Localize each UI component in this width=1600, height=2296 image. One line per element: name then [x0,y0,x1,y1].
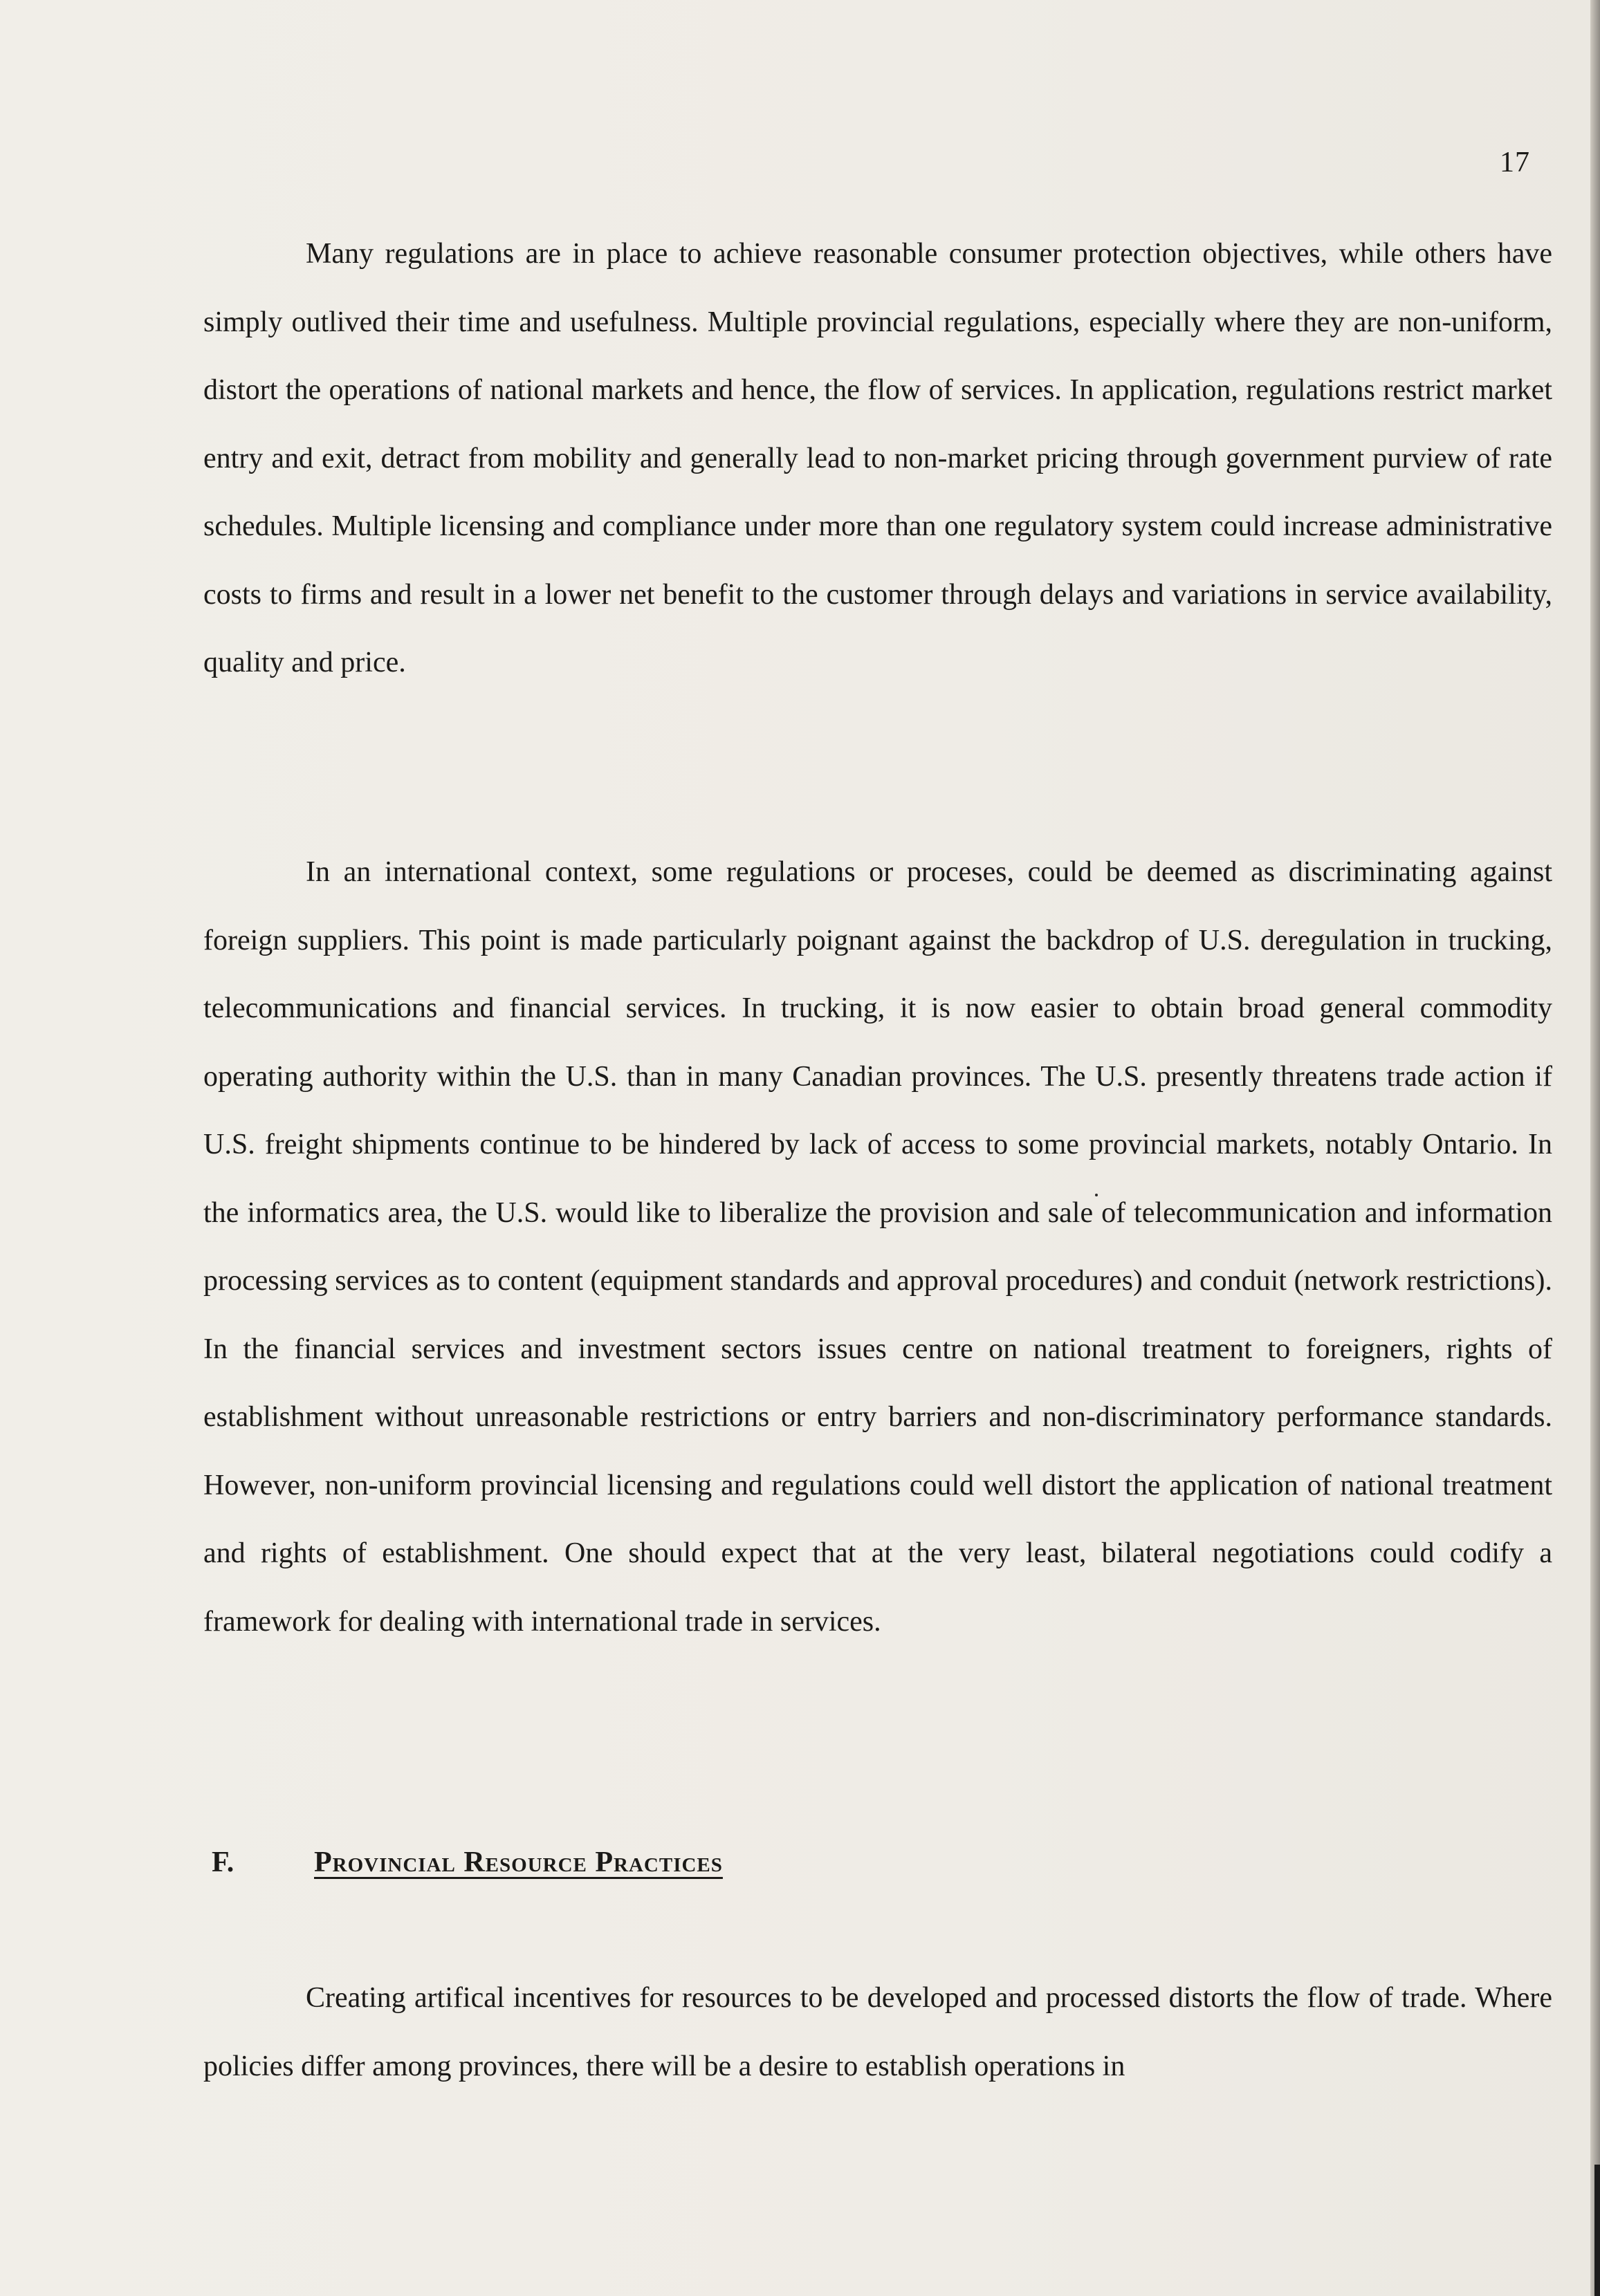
paragraph-regulations: Many regulations are in place to achieve reasonable consumer protection objectives, while others have simply outlived their time and usefulness. Multiple provincial regulations, especially where they are non-uniform, distort the operations of national markets and hence, the flow of services. In application, regulations restrict market entry and exit, detract from mobility and generally lead to non-market pricing through government purview of rate schedules. Multiple licensing and compliance under more than one regulatory system could increase administrative costs to firms and result in a lower net benefit to the customer through delays and variations in service availability, quality and price. [203,238,1552,678]
paragraph-international-context: In an international context, some regulations or proceses, could be deemed as discriminating against foreign suppliers. This point is made particularly poignant against the backdrop of U.S. deregulation in trucking, telecommunications and financial services. In trucking, it is now easier to obtain broad general commodity operating authority within the U.S. than in many Canadian provinces. The U.S. presently threatens trade action if U.S. freight shipments continue to be hindered by lack of access to some provincial markets, notably Ontario. In the informatics area, the U.S. would like to liberalize the provision and sale of telecommunication and information processing services as to content (equipment standards and approval procedures) and conduit (network restrictions). In the financial services and investment sectors issues centre on national treatment to foreigners, rights of establishment without unreasonable restrictions or entry barriers and non-discriminatory performance standards. However, non-uniform provincial licensing and regulations could well distort the application of national treatment and rights of establishment. One should expect that at the very least, bilateral negotiations could codify a framework for dealing with international trade in services. [203,856,1552,1638]
section-title: Provincial Resource Practices [314,1846,723,1878]
section-letter: F. [212,1846,235,1878]
section-heading [212,1848,723,1877]
page-number: 17 [1500,147,1530,178]
page-edge-shadow [1590,0,1600,2296]
page-edge-dark-strip [1594,2165,1600,2296]
paper-speck [1095,1194,1098,1196]
paragraph-resource-incentives: Creating artifical incentives for resources to be developed and processed distorts the flow of trade. Where policies differ among provinces, there will be a desire to establish operations in [203,1982,1552,2082]
